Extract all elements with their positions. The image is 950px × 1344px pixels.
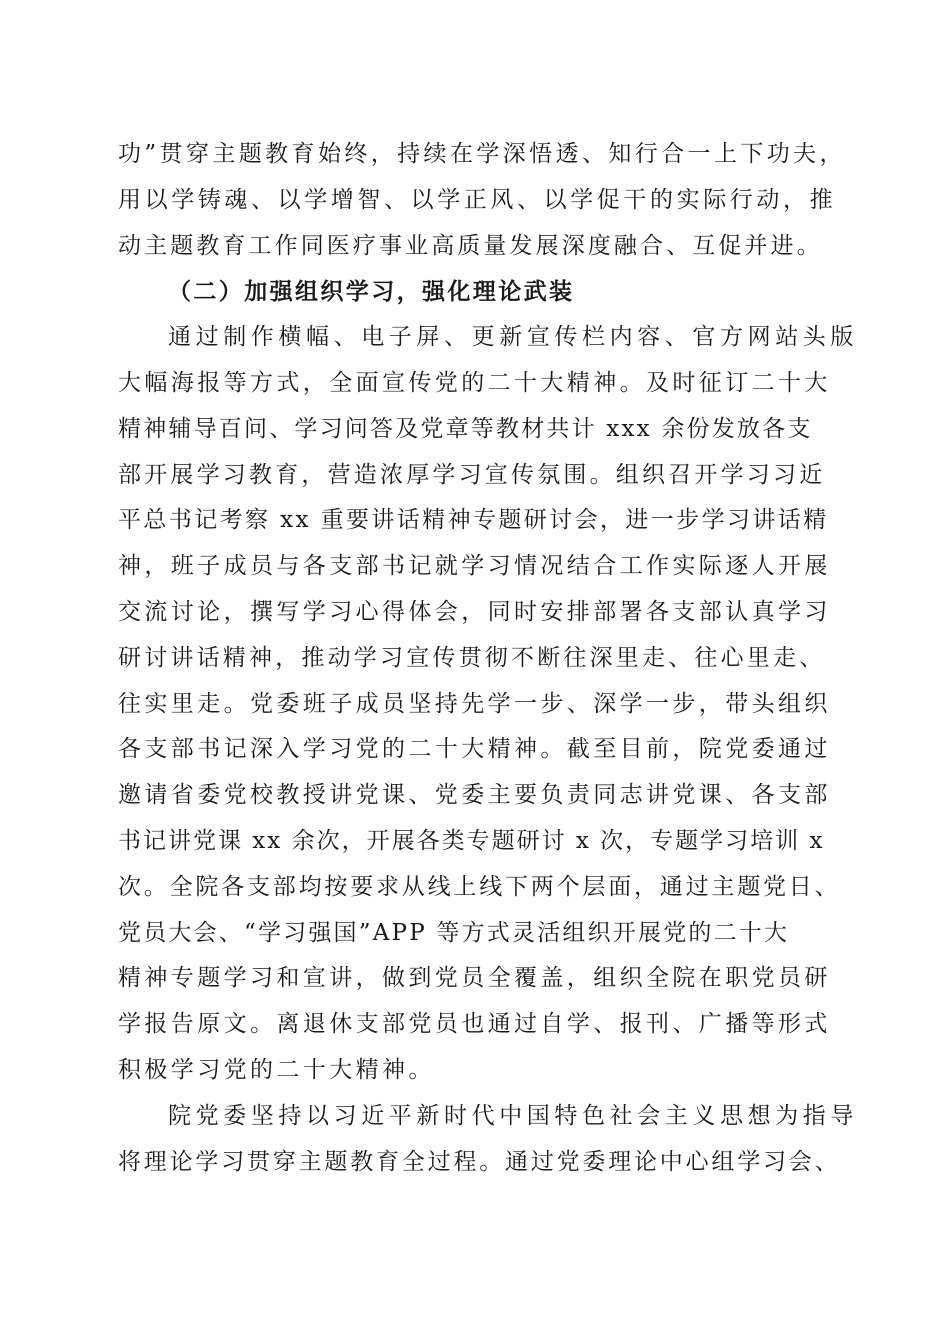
section-heading: （二）加强组织学习，强化理论武装 (168, 278, 575, 306)
paragraph-line: 往实里走。党委班子成员坚持先学一步、深学一步，带头组织 (118, 690, 831, 717)
paragraph-line: 大幅海报等方式，全面宣传党的二十大精神。及时征订二十大 (118, 369, 831, 396)
paragraph-line: 通过制作横幅、电子屏、更新宣传栏内容、官方网站头版 (168, 324, 858, 351)
paragraph-line: 部开展学习教育，营造浓厚学习宣传氛围。组织召开学习习近 (118, 461, 826, 488)
paragraph-line: 精神辅导百问、学习问答及党章等教材共计 xxx 余份发放各支 (118, 415, 813, 442)
paragraph-line: 功”贯穿主题教育始终，持续在学深悟透、知行合一上下功夫， (118, 141, 846, 167)
paragraph-line: 次。全院各支部均按要求从线上线下两个层面，通过主题党日、 (118, 873, 841, 900)
paragraph-line: 用以学铸魂、以学增智、以学正风、以学促干的实际行动，推 (118, 186, 837, 213)
paragraph-line: 精神专题学习和宣讲，做到党员全覆盖，组织全院在职党员研 (118, 965, 831, 992)
paragraph-line: 学报告原文。离退休支部党员也通过自学、报刊、广播等形式 (118, 1011, 831, 1038)
paragraph-line: 党员大会、“学习强国”APP 等方式灵活组织开展党的二十大 (118, 919, 790, 946)
paragraph-line: 各支部书记深入学习党的二十大精神。截至目前，院党委通过 (118, 736, 831, 763)
document-body (118, 132, 858, 1185)
paragraph-line: 积极学习党的二十大精神。 (118, 1056, 435, 1083)
paragraph-line: 交流讨论，撰写学习心得体会，同时安排部署各支部认真学习 (118, 598, 831, 625)
paragraph-line: 神，班子成员与各支部书记就学习情况结合工作实际逐人开展 (118, 553, 831, 580)
paragraph-line: 研讨讲话精神，推动学习宣传贯彻不断往深里走、往心里走、 (118, 644, 826, 671)
paragraph-line: 将理论学习贯穿主题教育全过程。通过党委理论中心组学习会、 (118, 1148, 841, 1175)
paragraph-line: 邀请省委党校教授讲党课、党委主要负责同志讲党课、各支部 (118, 782, 831, 809)
paragraph-line: 动主题教育工作同医疗事业高质量发展深度融合、互促并进。 (118, 232, 823, 259)
paragraph-line: 平总书记考察 xx 重要讲话精神专题研讨会，进一步学习讲话精 (118, 507, 829, 534)
paragraph-line: 院党委坚持以习近平新时代中国特色社会主义思想为指导 (168, 1102, 858, 1129)
paragraph-line: 书记讲党课 xx 余次，开展各类专题研讨 x 次，专题学习培训 x (118, 827, 825, 854)
